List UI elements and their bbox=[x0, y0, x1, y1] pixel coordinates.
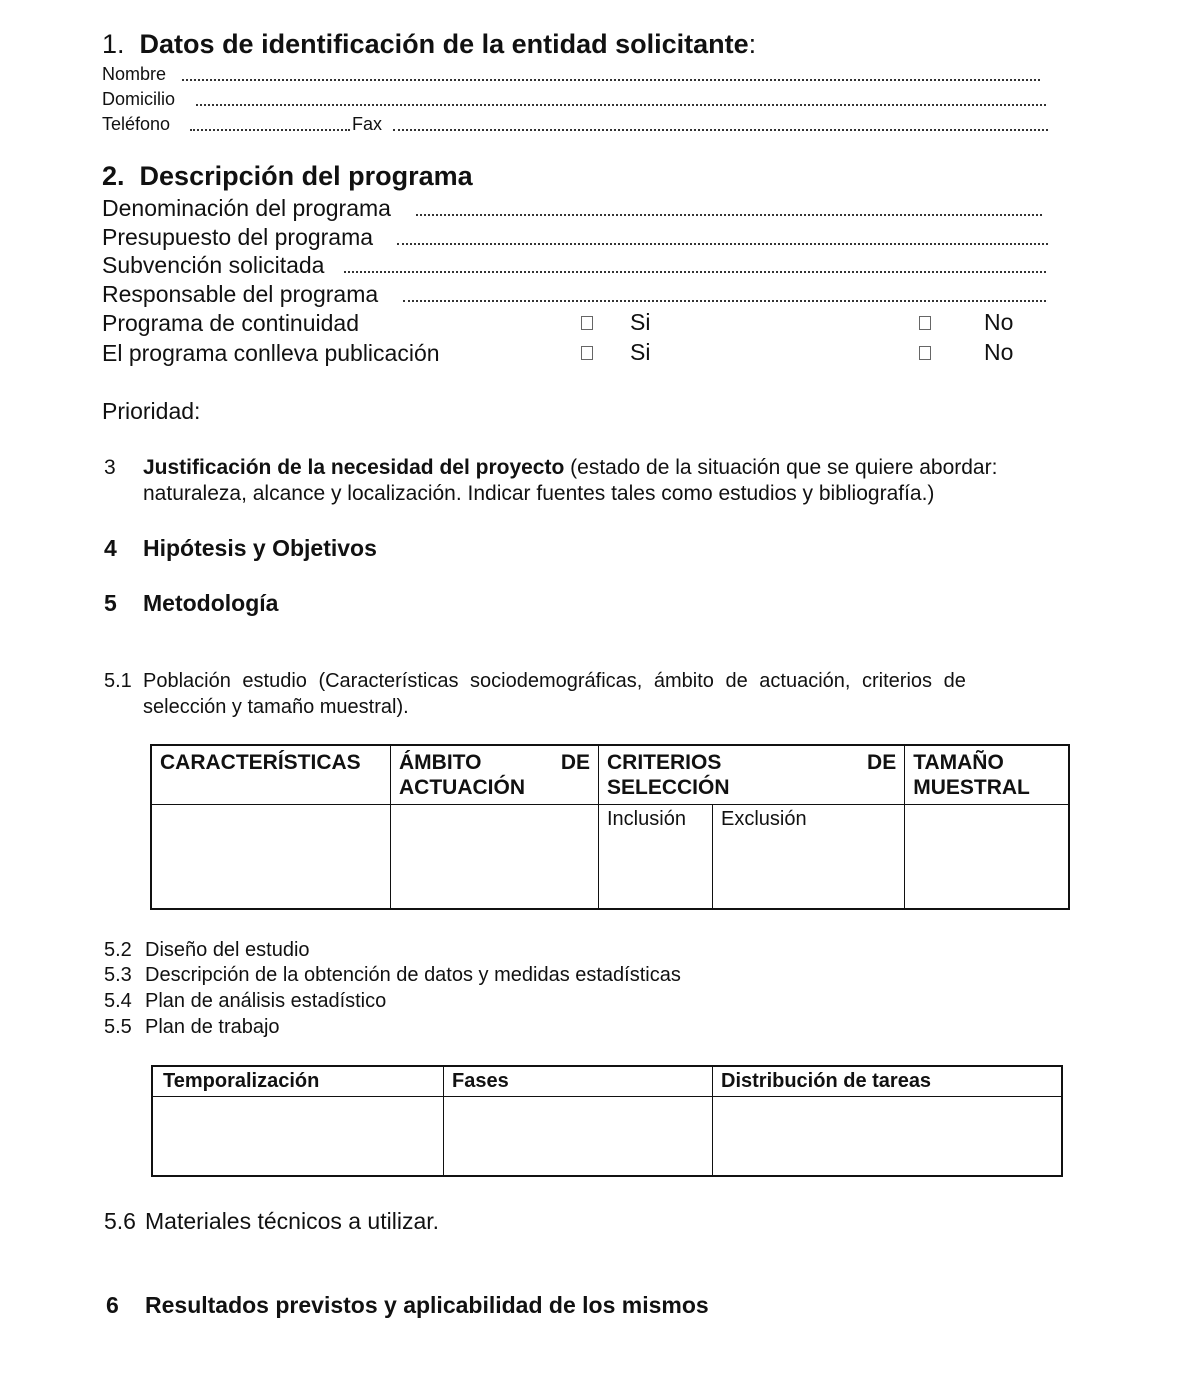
option-label-no: No bbox=[984, 339, 1014, 365]
field-label-domicilio: Domicilio bbox=[102, 89, 176, 109]
cell-temporalizacion[interactable] bbox=[152, 1097, 444, 1177]
field-label-presupuesto: Presupuesto del programa bbox=[102, 224, 374, 250]
option-label-no: No bbox=[984, 309, 1014, 335]
cell-exclusion[interactable]: Exclusión bbox=[713, 805, 905, 910]
field-line-fax[interactable] bbox=[393, 129, 1048, 131]
field-line-presupuesto[interactable] bbox=[397, 243, 1048, 245]
plan-trabajo-table bbox=[151, 1065, 1063, 1177]
poblacion-table bbox=[150, 744, 1070, 910]
prioridad-label: Prioridad: bbox=[102, 398, 201, 424]
field-label-responsable: Responsable del programa bbox=[102, 281, 379, 307]
subsection-5-1-line1: Población estudio (Características sociodemográficas, ámbito de actuación, criterios de bbox=[143, 670, 966, 692]
field-label-publicacion: El programa conlleva publicación bbox=[102, 340, 440, 366]
subsection-5-4-number: 5.4 bbox=[104, 990, 132, 1012]
subsection-5-5-number: 5.5 bbox=[104, 1016, 132, 1038]
field-label-denominacion: Denominación del programa bbox=[102, 195, 391, 221]
section-3-line1: Justificación de la necesidad del proyecto (estado de la situación que se quiere abordar: bbox=[143, 456, 998, 479]
section-1-heading: 1. Datos de identificación de la entidad solicitante: bbox=[102, 29, 757, 59]
subsection-5-6-text: Materiales técnicos a utilizar. bbox=[145, 1208, 440, 1234]
field-line-telefono[interactable] bbox=[190, 129, 350, 131]
option-label-si: Si bbox=[630, 309, 651, 335]
cell-ambito[interactable] bbox=[391, 805, 599, 910]
section-5-title: Metodología bbox=[143, 590, 279, 616]
section-number: 2. bbox=[102, 161, 125, 191]
section-title: Datos de identificación de la entidad solicitante bbox=[139, 29, 749, 59]
section-6-number: 6 bbox=[106, 1292, 119, 1318]
section-3-number: 3 bbox=[104, 456, 116, 479]
field-label-subvencion: Subvención solicitada bbox=[102, 252, 325, 278]
subsection-5-3-number: 5.3 bbox=[104, 964, 132, 986]
cell-inclusion[interactable]: Inclusión bbox=[599, 805, 713, 910]
section-title: Descripción del programa bbox=[139, 161, 473, 191]
field-line-responsable[interactable] bbox=[403, 300, 1046, 302]
subsection-5-5-text: Plan de trabajo bbox=[145, 1016, 280, 1038]
field-label-nombre: Nombre bbox=[102, 64, 167, 84]
cell-tamano[interactable] bbox=[905, 805, 1069, 910]
header-caracteristicas: CARACTERÍSTICAS bbox=[151, 745, 391, 805]
section-number: 1. bbox=[102, 29, 125, 59]
field-label-fax: Fax bbox=[352, 114, 383, 134]
section-2-heading bbox=[102, 161, 473, 192]
checkbox-continuidad-si[interactable] bbox=[581, 316, 593, 330]
section-title: Justificación de la necesidad del proyecto bbox=[143, 456, 565, 479]
checkbox-publicacion-si[interactable] bbox=[581, 346, 593, 360]
field-line-denominacion[interactable] bbox=[416, 214, 1042, 216]
field-label-telefono: Teléfono bbox=[102, 114, 171, 134]
section-3-line2: naturaleza, alcance y localización. Indicar fuentes tales como estudios y bibliografía.) bbox=[143, 482, 935, 505]
header-tamano: TAMAÑO MUESTRAL bbox=[905, 745, 1069, 805]
section-5-number: 5 bbox=[104, 590, 117, 616]
cell-distribucion[interactable] bbox=[713, 1097, 1063, 1177]
option-label-si: Si bbox=[630, 339, 651, 365]
subsection-5-1-number: 5.1 bbox=[104, 670, 132, 692]
cell-fases[interactable] bbox=[444, 1097, 713, 1177]
subsection-5-6-number: 5.6 bbox=[104, 1208, 136, 1234]
subsection-5-2-number: 5.2 bbox=[104, 939, 132, 961]
field-label-continuidad: Programa de continuidad bbox=[102, 310, 359, 336]
subsection-5-1-line2: selección y tamaño muestral). bbox=[143, 696, 409, 718]
subsection-5-2-text: Diseño del estudio bbox=[145, 939, 310, 961]
subsection-5-4-text: Plan de análisis estadístico bbox=[145, 990, 387, 1012]
field-line-subvencion[interactable] bbox=[344, 271, 1046, 273]
field-line-domicilio[interactable] bbox=[196, 104, 1046, 106]
checkbox-publicacion-no[interactable] bbox=[919, 346, 931, 360]
header-temporalizacion: Temporalización bbox=[152, 1066, 444, 1097]
header-criterios: CRITERIOS DE SELECCIÓN bbox=[599, 745, 905, 805]
section-4-number: 4 bbox=[104, 535, 117, 561]
cell-caracteristicas[interactable] bbox=[151, 805, 391, 910]
section-4-title: Hipótesis y Objetivos bbox=[143, 535, 377, 561]
header-distribucion: Distribución de tareas bbox=[713, 1066, 1063, 1097]
header-fases: Fases bbox=[444, 1066, 713, 1097]
field-line-nombre[interactable] bbox=[182, 79, 1040, 81]
section-6-title: Resultados previstos y aplicabilidad de los mismos bbox=[145, 1292, 709, 1318]
header-ambito: ÁMBITO DE ACTUACIÓN bbox=[391, 745, 599, 805]
checkbox-continuidad-no[interactable] bbox=[919, 316, 931, 330]
subsection-5-3-text: Descripción de la obtención de datos y medidas estadísticas bbox=[145, 964, 681, 986]
